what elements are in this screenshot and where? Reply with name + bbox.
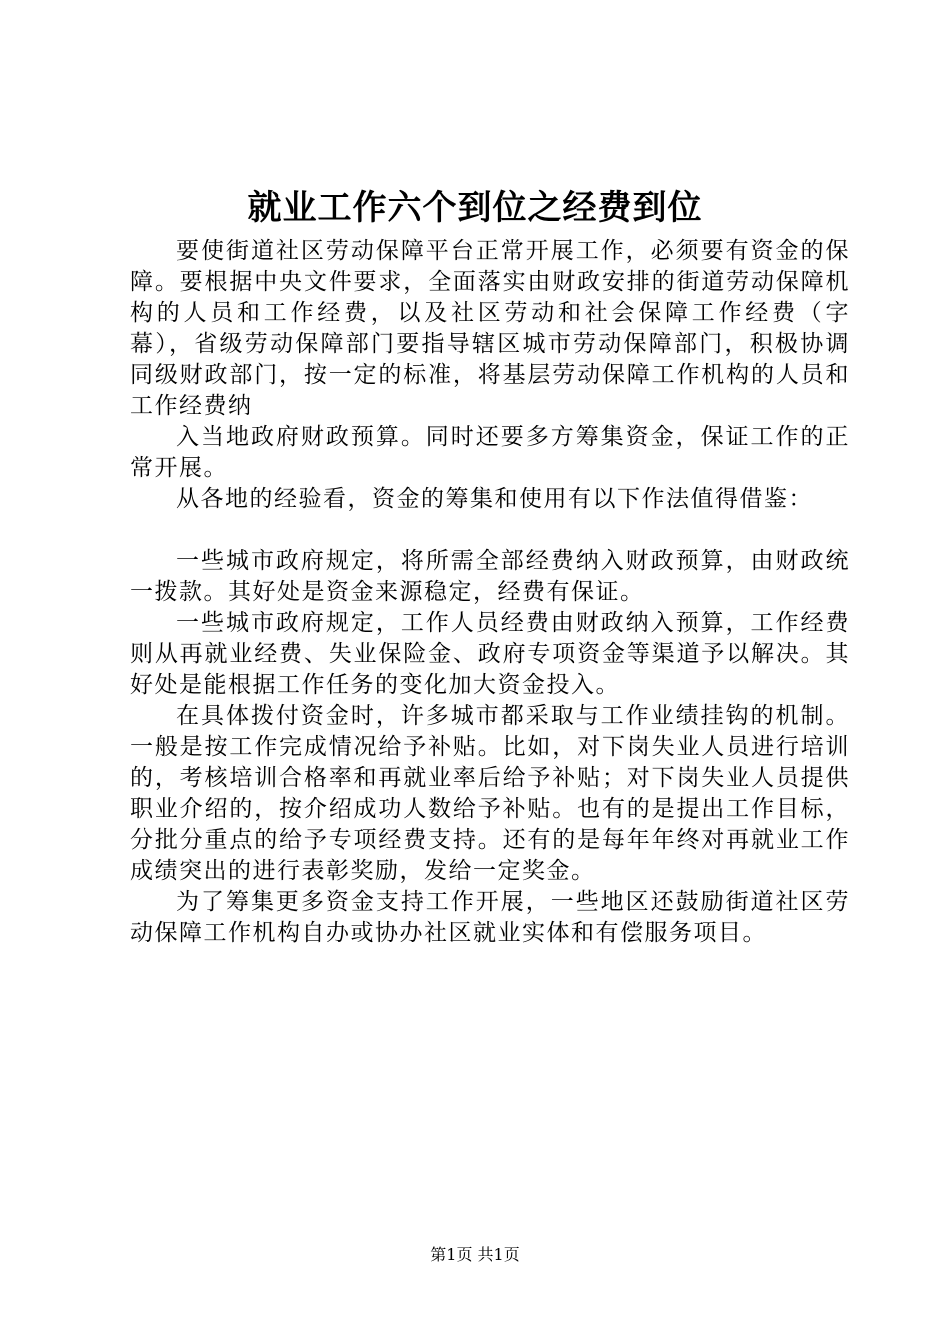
- document-body: [130, 236, 850, 949]
- document-title: 就业工作六个到位之经费到位: [247, 188, 703, 228]
- paragraph-7: 为了筹集更多资金支持工作开展，一些地区还鼓励街道社区劳动保障工作机构自办或协办社区就业实体和有偿服务项目。: [130, 889, 850, 946]
- paragraph-5: 一些城市政府规定，工作人员经费由财政纳入预算，工作经费则从再就业经费、失业保险金、政府专项资金等渠道予以解决。其好处是能根据工作任务的变化加大资金投入。: [130, 610, 850, 698]
- paragraph-1: 要使街道社区劳动保障平台正常开展工作，必须要有资金的保障。要根据中央文件要求，全面落实由财政安排的街道劳动保障机构的人员和工作经费，以及社区劳动和社会保障工作经费（字幕），省级劳动保障部门要指导辖区城市劳动保障部门，积极协调同级财政部门，按一定的标准，将基层劳动保障工作机构的人员和工作经费纳: [130, 238, 850, 419]
- paragraph-6: 在具体拨付资金时，许多城市都采取与工作业绩挂钩的机制。一般是按工作完成情况给予补贴。比如，对下岗失业人员进行培训的，考核培训合格率和再就业率后给予补贴；对下岗失业人员提供职业介绍的，按介绍成功人数给予补贴。也有的是提出工作目标，分批分重点的给予专项经费支持。还有的是每年年终对再就业工作成绩突出的进行表彰奖励，发给一定奖金。: [130, 703, 850, 884]
- paragraph-4: 一些城市政府规定，将所需全部经费纳入财政预算，由财政统一拨款。其好处是资金来源稳定，经费有保证。: [130, 548, 850, 605]
- paragraph-2: 入当地政府财政预算。同时还要多方筹集资金，保证工作的正常开展。: [130, 424, 850, 481]
- page-footer: 第1页 共1页: [430, 1245, 520, 1264]
- paragraph-3: 从各地的经验看，资金的筹集和使用有以下作法值得借鉴：: [176, 486, 813, 512]
